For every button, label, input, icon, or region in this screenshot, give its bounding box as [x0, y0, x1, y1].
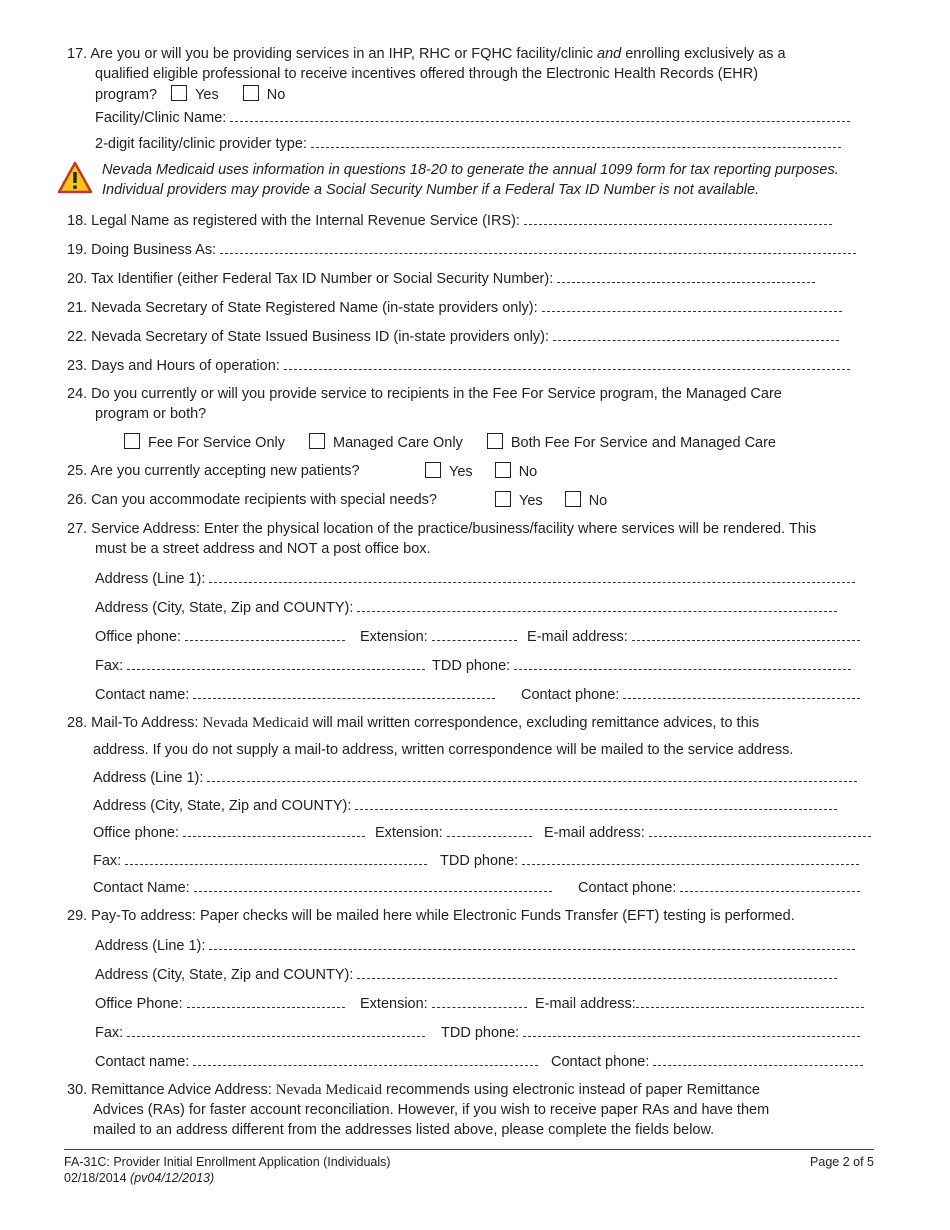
both-programs-checkbox[interactable] [487, 433, 503, 449]
q29-phone-row: Office Phone: [95, 994, 950, 1013]
dba-field[interactable] [220, 240, 856, 254]
q27-tdd-row: TDD phone: [432, 656, 950, 675]
pay-phone-field[interactable] [187, 994, 345, 1008]
footer-date: 02/18/2014 [64, 1171, 127, 1185]
q17-line2: qualified eligible professional to receive incentives offered through the Electronic Health Records (EHR) [95, 66, 759, 82]
service-ext-field[interactable] [432, 627, 517, 641]
q24-options: Fee For Service Only Managed Care Only Both Fee For Service and Managed Care [124, 433, 950, 452]
q27-contact-phone-row: Contact phone: [521, 685, 950, 704]
notice-line1: Nevada Medicaid uses information in questions 18-20 to generate the annual 1099 form for tax reporting purposes. [102, 162, 839, 178]
q26-label: 26. Can you accommodate recipients with special needs? [67, 492, 437, 508]
tax-id-field[interactable] [557, 269, 815, 283]
pay-contact-field[interactable] [193, 1052, 538, 1066]
pay-fax-field[interactable] [127, 1023, 425, 1037]
service-tdd-field[interactable] [514, 656, 851, 670]
q19-row: 19. Doing Business As: [67, 240, 950, 259]
days-hours-field[interactable] [284, 356, 850, 370]
q29-contact-row: Contact name: [95, 1052, 950, 1071]
q20-row: 20. Tax Identifier (either Federal Tax ID Number or Social Security Number): [67, 269, 950, 288]
q27-ext-row: Extension: [360, 627, 950, 646]
sos-business-id-field[interactable] [553, 327, 839, 341]
q25-yes-checkbox[interactable] [425, 462, 441, 478]
mail-phone-field[interactable] [183, 823, 365, 837]
mail-fax-field[interactable] [125, 851, 427, 865]
q21-row: 21. Nevada Secretary of State Registered Name (in-state providers only): [67, 298, 950, 317]
warning-icon [57, 160, 93, 196]
pay-ext-field[interactable] [432, 994, 527, 1008]
q30-line3: mailed to an address different from the addresses listed above, please complete the fields below. [93, 1122, 715, 1138]
page-footer [64, 1149, 874, 1186]
q27-email-row: E-mail address: [527, 627, 950, 646]
pay-tdd-field[interactable] [523, 1023, 860, 1037]
q25-label: 25. Are you currently accepting new patients? [67, 463, 360, 479]
q27-line2: must be a street address and NOT a post office box. [95, 541, 431, 557]
q27-fax-row: Fax: [95, 656, 950, 675]
q26-options: Yes No [495, 491, 950, 510]
q24-line2: program or both? [95, 406, 207, 422]
mail-ext-field[interactable] [447, 823, 532, 837]
q28-fax-row: Fax: [93, 851, 950, 870]
q27-addr2-row: Address (City, State, Zip and COUNTY): [95, 598, 950, 617]
pay-addr1-field[interactable] [209, 936, 855, 950]
q17-yes-checkbox[interactable] [171, 85, 187, 101]
service-contact-phone-field[interactable] [623, 685, 860, 699]
service-contact-field[interactable] [193, 685, 495, 699]
service-fax-field[interactable] [127, 656, 425, 670]
q17-no-checkbox[interactable] [243, 85, 259, 101]
q29-addr2-row: Address (City, State, Zip and COUNTY): [95, 965, 950, 984]
q24-line1: 24. Do you currently or will you provide service to recipients in the Fee For Service program, the Managed Care [67, 386, 782, 402]
q25-options: Yes No [425, 462, 950, 481]
q28-phone-row: Office phone: [93, 823, 950, 842]
q28-addr2-row: Address (City, State, Zip and COUNTY): [93, 796, 950, 815]
q17-facility-row: Facility/Clinic Name: [95, 108, 950, 127]
service-phone-field[interactable] [185, 627, 345, 641]
mail-addr2-field[interactable] [355, 796, 837, 810]
pay-contact-phone-field[interactable] [653, 1052, 863, 1066]
pay-email-field[interactable] [636, 994, 864, 1008]
q28-contact-phone-row: Contact phone: [578, 878, 950, 897]
q25-no-checkbox[interactable] [495, 462, 511, 478]
q30-line2: Advices (RAs) for faster account reconciliation. However, if you wish to receive paper RAs and have them [93, 1102, 770, 1118]
q26-yes-checkbox[interactable] [495, 491, 511, 507]
mail-tdd-field[interactable] [522, 851, 859, 865]
mail-email-field[interactable] [649, 823, 871, 837]
q17-line3: program? Yes No [95, 87, 286, 103]
q28-addr1-row: Address (Line 1): [93, 768, 950, 787]
provider-type-field[interactable] [311, 134, 841, 148]
q28-line1: 28. Mail-To Address: Nevada Medicaid will mail written correspondence, excluding remittance advices, to this [67, 715, 760, 731]
q30-line1: 30. Remittance Advice Address: Nevada Medicaid recommends using electronic instead of paper Remittance [67, 1082, 760, 1098]
q17-line1: 17. Are you or will you be providing services in an IHP, RHC or FQHC facility/clinic and enrolling exclusively as a [67, 46, 786, 62]
q29-contact-phone-row: Contact phone: [551, 1052, 950, 1071]
notice-line2: Individual providers may provide a Social Security Number if a Federal Tax ID Number is not available. [102, 182, 760, 198]
footer-page-number: Page 2 of 5 [810, 1155, 874, 1169]
q26-no-checkbox[interactable] [565, 491, 581, 507]
q28-contact-row: Contact Name: [93, 878, 950, 897]
q29-addr1-row: Address (Line 1): [95, 936, 950, 955]
mail-contact-field[interactable] [194, 878, 552, 892]
q27-phone-row: Office phone: [95, 627, 950, 646]
service-email-field[interactable] [632, 627, 860, 641]
q28-tdd-row: TDD phone: [440, 851, 950, 870]
footer-version: (pv04/12/2013) [130, 1171, 215, 1185]
service-addr2-field[interactable] [357, 598, 837, 612]
q28-email-row: E-mail address: [544, 823, 950, 842]
q29-email-row: E-mail address: [535, 994, 950, 1013]
q22-row: 22. Nevada Secretary of State Issued Business ID (in-state providers only): [67, 327, 950, 346]
facility-name-field[interactable] [230, 108, 850, 122]
mail-addr1-field[interactable] [207, 768, 857, 782]
q29-tdd-row: TDD phone: [441, 1023, 950, 1042]
q18-row: 18. Legal Name as registered with the Internal Revenue Service (IRS): [67, 211, 950, 230]
q27-line1: 27. Service Address: Enter the physical location of the practice/business/facility where services will be rendered. This [67, 521, 817, 537]
managed-care-checkbox[interactable] [309, 433, 325, 449]
mail-contact-phone-field[interactable] [680, 878, 860, 892]
q27-contact-row: Contact name: [95, 685, 950, 704]
legal-name-field[interactable] [524, 211, 832, 225]
service-addr1-field[interactable] [209, 569, 855, 583]
sos-name-field[interactable] [542, 298, 842, 312]
q29-line1: 29. Pay-To address: Paper checks will be mailed here while Electronic Funds Transfer (EFT) testing is performed. [67, 908, 795, 924]
pay-addr2-field[interactable] [357, 965, 837, 979]
q29-fax-row: Fax: [95, 1023, 950, 1042]
q28-ext-row: Extension: [375, 823, 950, 842]
q29-ext-row: Extension: [360, 994, 950, 1013]
fee-for-service-checkbox[interactable] [124, 433, 140, 449]
footer-form-name: FA-31C: Provider Initial Enrollment Application (Individuals) [64, 1155, 391, 1169]
q27-addr1-row: Address (Line 1): [95, 569, 950, 588]
q28-line2: address. If you do not supply a mail-to address, written correspondence will be mailed to the service address. [93, 742, 794, 758]
q23-row: 23. Days and Hours of operation: [67, 356, 950, 375]
q17-type-row: 2-digit facility/clinic provider type: [95, 134, 950, 153]
